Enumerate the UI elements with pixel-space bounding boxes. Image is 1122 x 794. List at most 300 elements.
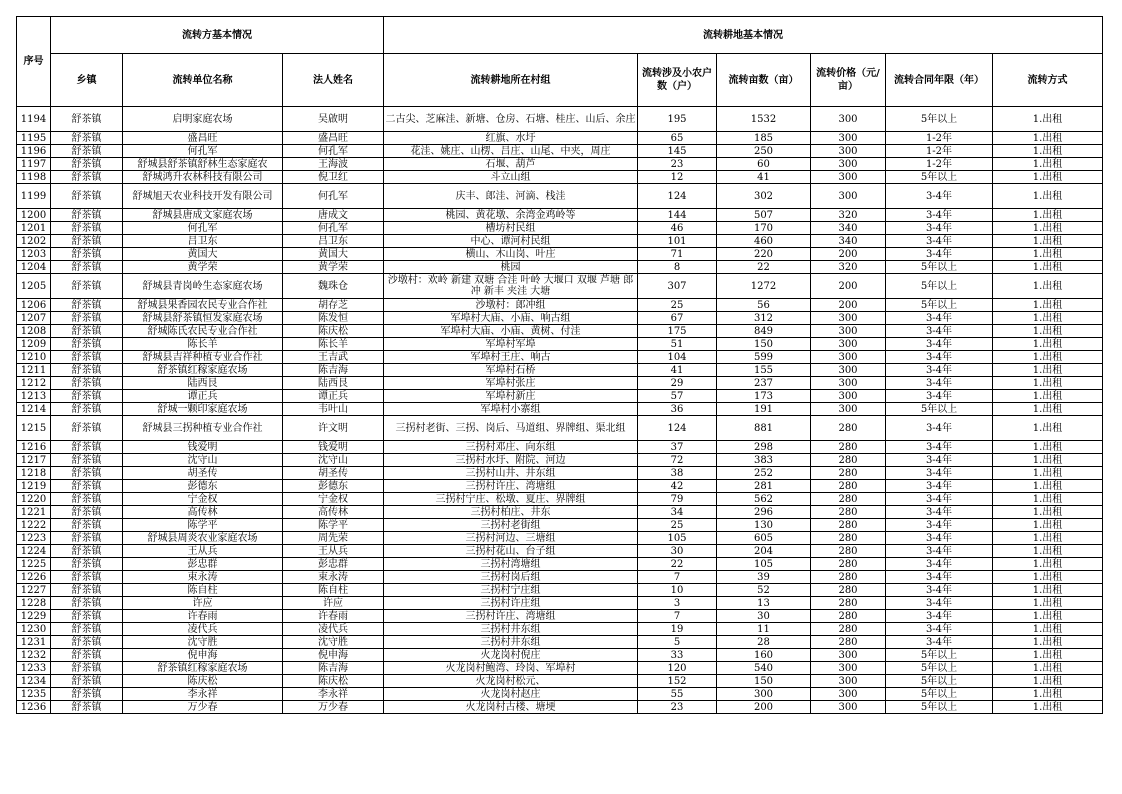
table-row	[17, 403, 1103, 416]
cell-location: 三拐村花山、台子组	[384, 545, 638, 558]
cell-seq: 1219	[17, 480, 51, 493]
cell-households: 36	[638, 403, 717, 416]
cell-seq: 1227	[17, 584, 51, 597]
cell-price: 280	[811, 416, 886, 441]
cell-price: 280	[811, 610, 886, 623]
cell-price: 300	[811, 312, 886, 325]
cell-town: 舒茶镇	[51, 312, 123, 325]
cell-method: 1.出租	[993, 636, 1103, 649]
cell-seq: 1194	[17, 107, 51, 132]
table-row	[17, 261, 1103, 274]
cell-unit: 何孔军	[123, 222, 283, 235]
cell-method: 1.出租	[993, 377, 1103, 390]
cell-term: 5年以上	[886, 299, 993, 312]
cell-price: 280	[811, 532, 886, 545]
cell-area: 252	[717, 467, 811, 480]
cell-households: 124	[638, 416, 717, 441]
cell-area: 30	[717, 610, 811, 623]
cell-location: 军埠村大庙、小庙、响古组	[384, 312, 638, 325]
cell-households: 101	[638, 235, 717, 248]
cell-area: 302	[717, 184, 811, 209]
table-row	[17, 274, 1103, 299]
cell-method: 1.出租	[993, 107, 1103, 132]
cell-price: 280	[811, 623, 886, 636]
table-row	[17, 688, 1103, 701]
cell-seq: 1199	[17, 184, 51, 209]
cell-price: 280	[811, 584, 886, 597]
cell-method: 1.出租	[993, 403, 1103, 416]
header-area: 流转亩数（亩）	[717, 54, 811, 107]
cell-location: 三拐村许庄、湾塘组	[384, 480, 638, 493]
cell-location: 花洼、姚庄、山楞、吕庄、山尾、中夹，周庄	[384, 145, 638, 158]
cell-area: 191	[717, 403, 811, 416]
table-row	[17, 325, 1103, 338]
cell-method: 1.出租	[993, 506, 1103, 519]
cell-method: 1.出租	[993, 675, 1103, 688]
cell-unit: 舒城县果香园农民专业合作社	[123, 299, 283, 312]
cell-town: 舒茶镇	[51, 299, 123, 312]
cell-person: 唐成文	[283, 209, 384, 222]
cell-households: 25	[638, 519, 717, 532]
cell-location: 军埠村大庙、小庙、黄树、付洼	[384, 325, 638, 338]
table-row	[17, 701, 1103, 714]
cell-unit: 高传林	[123, 506, 283, 519]
cell-unit: 陈自柱	[123, 584, 283, 597]
cell-area: 150	[717, 675, 811, 688]
cell-seq: 1232	[17, 649, 51, 662]
cell-price: 300	[811, 377, 886, 390]
table-row	[17, 571, 1103, 584]
cell-area: 298	[717, 441, 811, 454]
cell-method: 1.出租	[993, 145, 1103, 158]
table-row	[17, 416, 1103, 441]
cell-area: 105	[717, 558, 811, 571]
cell-unit: 许应	[123, 597, 283, 610]
cell-town: 舒茶镇	[51, 403, 123, 416]
cell-location: 三拐村井东组	[384, 623, 638, 636]
cell-location: 沙墩村：欢岭 新建 双塘 合洼 叶岭 大堰口 双堰 芦塘 郎冲 新丰 夹洼 大塘	[384, 274, 638, 299]
cell-term: 5年以上	[886, 171, 993, 184]
cell-area: 41	[717, 171, 811, 184]
cell-households: 42	[638, 480, 717, 493]
cell-seq: 1201	[17, 222, 51, 235]
cell-unit: 陈长羊	[123, 338, 283, 351]
cell-town: 舒茶镇	[51, 701, 123, 714]
cell-households: 67	[638, 312, 717, 325]
cell-location: 斗立山组	[384, 171, 638, 184]
cell-seq: 1200	[17, 209, 51, 222]
cell-households: 19	[638, 623, 717, 636]
cell-term: 3-4年	[886, 558, 993, 571]
cell-price: 300	[811, 675, 886, 688]
cell-person: 何孔军	[283, 145, 384, 158]
cell-person: 高传林	[283, 506, 384, 519]
cell-households: 55	[638, 688, 717, 701]
cell-unit: 王从兵	[123, 545, 283, 558]
cell-term: 5年以上	[886, 649, 993, 662]
cell-households: 29	[638, 377, 717, 390]
cell-seq: 1205	[17, 274, 51, 299]
cell-location: 三拐村许庄、湾塘组	[384, 610, 638, 623]
cell-price: 280	[811, 506, 886, 519]
cell-method: 1.出租	[993, 545, 1103, 558]
cell-unit: 盛昌旺	[123, 132, 283, 145]
cell-location: 军埠村军埠	[384, 338, 638, 351]
cell-price: 280	[811, 493, 886, 506]
cell-location: 三拐村湾塘组	[384, 558, 638, 571]
cell-area: 56	[717, 299, 811, 312]
cell-town: 舒茶镇	[51, 261, 123, 274]
cell-term: 3-4年	[886, 222, 993, 235]
cell-unit: 谭正兵	[123, 390, 283, 403]
cell-seq: 1210	[17, 351, 51, 364]
cell-term: 3-4年	[886, 184, 993, 209]
cell-seq: 1218	[17, 467, 51, 480]
cell-person: 沈守胜	[283, 636, 384, 649]
cell-person: 盛昌旺	[283, 132, 384, 145]
cell-term: 3-4年	[886, 338, 993, 351]
cell-town: 舒茶镇	[51, 171, 123, 184]
cell-method: 1.出租	[993, 519, 1103, 532]
cell-households: 71	[638, 248, 717, 261]
cell-town: 舒茶镇	[51, 688, 123, 701]
cell-term: 3-4年	[886, 377, 993, 390]
cell-method: 1.出租	[993, 274, 1103, 299]
cell-seq: 1204	[17, 261, 51, 274]
cell-households: 104	[638, 351, 717, 364]
cell-town: 舒茶镇	[51, 338, 123, 351]
cell-seq: 1229	[17, 610, 51, 623]
cell-town: 舒茶镇	[51, 390, 123, 403]
cell-term: 1-2年	[886, 145, 993, 158]
cell-area: 173	[717, 390, 811, 403]
cell-area: 460	[717, 235, 811, 248]
cell-person: 李永祥	[283, 688, 384, 701]
header-location: 流转耕地所在村组	[384, 54, 638, 107]
cell-households: 30	[638, 545, 717, 558]
cell-term: 3-4年	[886, 441, 993, 454]
cell-households: 25	[638, 299, 717, 312]
table-row	[17, 454, 1103, 467]
cell-seq: 1224	[17, 545, 51, 558]
cell-households: 33	[638, 649, 717, 662]
cell-seq: 1212	[17, 377, 51, 390]
cell-town: 舒茶镇	[51, 107, 123, 132]
cell-price: 280	[811, 597, 886, 610]
cell-unit: 宁金权	[123, 493, 283, 506]
table-row	[17, 171, 1103, 184]
cell-term: 3-4年	[886, 532, 993, 545]
cell-term: 3-4年	[886, 416, 993, 441]
cell-seq: 1206	[17, 299, 51, 312]
cell-term: 3-4年	[886, 623, 993, 636]
table-row	[17, 662, 1103, 675]
cell-unit: 舒茶镇红稼家庭农场	[123, 662, 283, 675]
cell-term: 3-4年	[886, 597, 993, 610]
cell-area: 507	[717, 209, 811, 222]
cell-unit: 何孔军	[123, 145, 283, 158]
cell-seq: 1215	[17, 416, 51, 441]
cell-location: 三拐村宁庄组	[384, 584, 638, 597]
cell-area: 220	[717, 248, 811, 261]
cell-price: 300	[811, 701, 886, 714]
cell-term: 3-4年	[886, 351, 993, 364]
cell-area: 881	[717, 416, 811, 441]
cell-households: 57	[638, 390, 717, 403]
cell-households: 175	[638, 325, 717, 338]
cell-location: 石堰、葫芦	[384, 158, 638, 171]
cell-person: 魏珠仓	[283, 274, 384, 299]
cell-term: 3-4年	[886, 325, 993, 338]
cell-person: 万少春	[283, 701, 384, 714]
cell-person: 束永涛	[283, 571, 384, 584]
cell-method: 1.出租	[993, 261, 1103, 274]
cell-price: 280	[811, 519, 886, 532]
cell-method: 1.出租	[993, 235, 1103, 248]
cell-term: 3-4年	[886, 571, 993, 584]
cell-households: 37	[638, 441, 717, 454]
cell-town: 舒茶镇	[51, 274, 123, 299]
cell-seq: 1223	[17, 532, 51, 545]
cell-price: 280	[811, 480, 886, 493]
cell-seq: 1226	[17, 571, 51, 584]
cell-households: 7	[638, 571, 717, 584]
cell-location: 中心、谭河村民组	[384, 235, 638, 248]
cell-method: 1.出租	[993, 558, 1103, 571]
cell-price: 300	[811, 338, 886, 351]
cell-area: 13	[717, 597, 811, 610]
cell-seq: 1209	[17, 338, 51, 351]
cell-term: 5年以上	[886, 403, 993, 416]
table-row	[17, 675, 1103, 688]
cell-area: 11	[717, 623, 811, 636]
cell-term: 5年以上	[886, 701, 993, 714]
cell-town: 舒茶镇	[51, 222, 123, 235]
cell-person: 黄国大	[283, 248, 384, 261]
cell-location: 三拐村老街、三拐、岗后、马道组、界牌组、渠北组	[384, 416, 638, 441]
cell-person: 吴啟明	[283, 107, 384, 132]
table-row	[17, 107, 1103, 132]
cell-person: 王从兵	[283, 545, 384, 558]
cell-term: 3-4年	[886, 312, 993, 325]
cell-unit: 钱爱明	[123, 441, 283, 454]
table-row	[17, 467, 1103, 480]
cell-location: 火龙岗村倪庄	[384, 649, 638, 662]
cell-price: 280	[811, 636, 886, 649]
cell-unit: 舒城一颗印家庭农场	[123, 403, 283, 416]
cell-person: 彭德东	[283, 480, 384, 493]
cell-method: 1.出租	[993, 688, 1103, 701]
cell-price: 300	[811, 390, 886, 403]
cell-area: 1532	[717, 107, 811, 132]
cell-area: 150	[717, 338, 811, 351]
cell-location: 红旗、水圩	[384, 132, 638, 145]
cell-term: 3-4年	[886, 493, 993, 506]
cell-seq: 1228	[17, 597, 51, 610]
cell-price: 300	[811, 364, 886, 377]
cell-person: 陈庆松	[283, 325, 384, 338]
cell-term: 3-4年	[886, 480, 993, 493]
cell-price: 300	[811, 325, 886, 338]
cell-unit: 舒茶镇红稼家庭农场	[123, 364, 283, 377]
cell-unit: 黄学荣	[123, 261, 283, 274]
cell-town: 舒茶镇	[51, 132, 123, 145]
cell-method: 1.出租	[993, 701, 1103, 714]
cell-town: 舒茶镇	[51, 584, 123, 597]
cell-households: 46	[638, 222, 717, 235]
cell-households: 145	[638, 145, 717, 158]
cell-unit: 舒城县舒茶镇舒林生态家庭农	[123, 158, 283, 171]
cell-area: 28	[717, 636, 811, 649]
cell-area: 599	[717, 351, 811, 364]
cell-households: 22	[638, 558, 717, 571]
cell-location: 三拐村邓庄、向东组	[384, 441, 638, 454]
cell-unit: 许春雨	[123, 610, 283, 623]
cell-method: 1.出租	[993, 248, 1103, 261]
cell-person: 陈自柱	[283, 584, 384, 597]
cell-price: 340	[811, 222, 886, 235]
cell-unit: 胡圣传	[123, 467, 283, 480]
cell-location: 三拐村水圩、附院、河边	[384, 454, 638, 467]
cell-town: 舒茶镇	[51, 145, 123, 158]
cell-location: 火龙岗村松元、	[384, 675, 638, 688]
table-row	[17, 235, 1103, 248]
cell-term: 3-4年	[886, 584, 993, 597]
cell-price: 340	[811, 235, 886, 248]
cell-method: 1.出租	[993, 132, 1103, 145]
cell-town: 舒茶镇	[51, 351, 123, 364]
table-row	[17, 441, 1103, 454]
cell-person: 陆西艮	[283, 377, 384, 390]
table-row	[17, 184, 1103, 209]
cell-unit: 舒城县青岗岭生态家庭农场	[123, 274, 283, 299]
cell-person: 陈庆松	[283, 675, 384, 688]
cell-method: 1.出租	[993, 171, 1103, 184]
cell-location: 沙墩村：郎冲组	[384, 299, 638, 312]
cell-seq: 1222	[17, 519, 51, 532]
cell-price: 300	[811, 145, 886, 158]
cell-price: 200	[811, 299, 886, 312]
cell-town: 舒茶镇	[51, 480, 123, 493]
cell-person: 胡圣传	[283, 467, 384, 480]
cell-unit: 舒城县唐成文家庭农场	[123, 209, 283, 222]
table-row	[17, 312, 1103, 325]
cell-location: 三拐村许庄组	[384, 597, 638, 610]
table-header	[17, 17, 1103, 107]
cell-person: 许应	[283, 597, 384, 610]
cell-unit: 舒城县三拐种植专业合作社	[123, 416, 283, 441]
cell-town: 舒茶镇	[51, 636, 123, 649]
cell-town: 舒茶镇	[51, 454, 123, 467]
cell-area: 383	[717, 454, 811, 467]
cell-town: 舒茶镇	[51, 377, 123, 390]
cell-unit: 沈守山	[123, 454, 283, 467]
cell-method: 1.出租	[993, 312, 1103, 325]
cell-method: 1.出租	[993, 532, 1103, 545]
cell-households: 51	[638, 338, 717, 351]
table-row	[17, 610, 1103, 623]
cell-seq: 1231	[17, 636, 51, 649]
cell-price: 300	[811, 662, 886, 675]
cell-area: 849	[717, 325, 811, 338]
cell-price: 300	[811, 403, 886, 416]
cell-term: 3-4年	[886, 636, 993, 649]
table-row	[17, 132, 1103, 145]
cell-location: 军埠村张庄	[384, 377, 638, 390]
cell-location: 火龙岗村鲍湾、玲岗、军埠村	[384, 662, 638, 675]
cell-location: 三拐村岗后组	[384, 571, 638, 584]
cell-method: 1.出租	[993, 222, 1103, 235]
cell-seq: 1195	[17, 132, 51, 145]
cell-seq: 1196	[17, 145, 51, 158]
cell-seq: 1203	[17, 248, 51, 261]
cell-method: 1.出租	[993, 584, 1103, 597]
cell-person: 陈学平	[283, 519, 384, 532]
table-row	[17, 480, 1103, 493]
cell-town: 舒茶镇	[51, 416, 123, 441]
cell-households: 23	[638, 701, 717, 714]
table-row	[17, 636, 1103, 649]
table-row	[17, 209, 1103, 222]
cell-person: 胡存芝	[283, 299, 384, 312]
table-row	[17, 351, 1103, 364]
cell-unit: 舒城鸿升农林科技有限公司	[123, 171, 283, 184]
cell-seq: 1236	[17, 701, 51, 714]
cell-location: 桃园	[384, 261, 638, 274]
cell-location: 三拐村宁庄、松墩、夏庄、界牌组	[384, 493, 638, 506]
cell-term: 5年以上	[886, 261, 993, 274]
cell-method: 1.出租	[993, 209, 1103, 222]
cell-town: 舒茶镇	[51, 623, 123, 636]
cell-person: 许春雨	[283, 610, 384, 623]
cell-price: 280	[811, 441, 886, 454]
header-group-land: 流转耕地基本情况	[384, 17, 1103, 54]
cell-term: 5年以上	[886, 107, 993, 132]
cell-term: 3-4年	[886, 209, 993, 222]
cell-unit: 陈学平	[123, 519, 283, 532]
cell-price: 200	[811, 248, 886, 261]
cell-term: 1-2年	[886, 158, 993, 171]
cell-town: 舒茶镇	[51, 675, 123, 688]
cell-households: 8	[638, 261, 717, 274]
cell-method: 1.出租	[993, 184, 1103, 209]
header-households: 流转涉及小农户数（户）	[638, 54, 717, 107]
cell-unit: 吕卫东	[123, 235, 283, 248]
table-row	[17, 584, 1103, 597]
table-row	[17, 338, 1103, 351]
cell-person: 倪申海	[283, 649, 384, 662]
table-row	[17, 545, 1103, 558]
cell-person: 吕卫东	[283, 235, 384, 248]
cell-person: 许文明	[283, 416, 384, 441]
cell-households: 195	[638, 107, 717, 132]
cell-households: 152	[638, 675, 717, 688]
cell-town: 舒茶镇	[51, 597, 123, 610]
cell-unit: 陈庆松	[123, 675, 283, 688]
cell-unit: 万少春	[123, 701, 283, 714]
cell-method: 1.出租	[993, 480, 1103, 493]
cell-town: 舒茶镇	[51, 493, 123, 506]
cell-term: 3-4年	[886, 519, 993, 532]
cell-person: 王海波	[283, 158, 384, 171]
cell-seq: 1225	[17, 558, 51, 571]
cell-term: 5年以上	[886, 675, 993, 688]
cell-location: 庆丰、郎洼、河滴、栈洼	[384, 184, 638, 209]
cell-method: 1.出租	[993, 416, 1103, 441]
cell-price: 300	[811, 107, 886, 132]
cell-method: 1.出租	[993, 610, 1103, 623]
cell-town: 舒茶镇	[51, 467, 123, 480]
